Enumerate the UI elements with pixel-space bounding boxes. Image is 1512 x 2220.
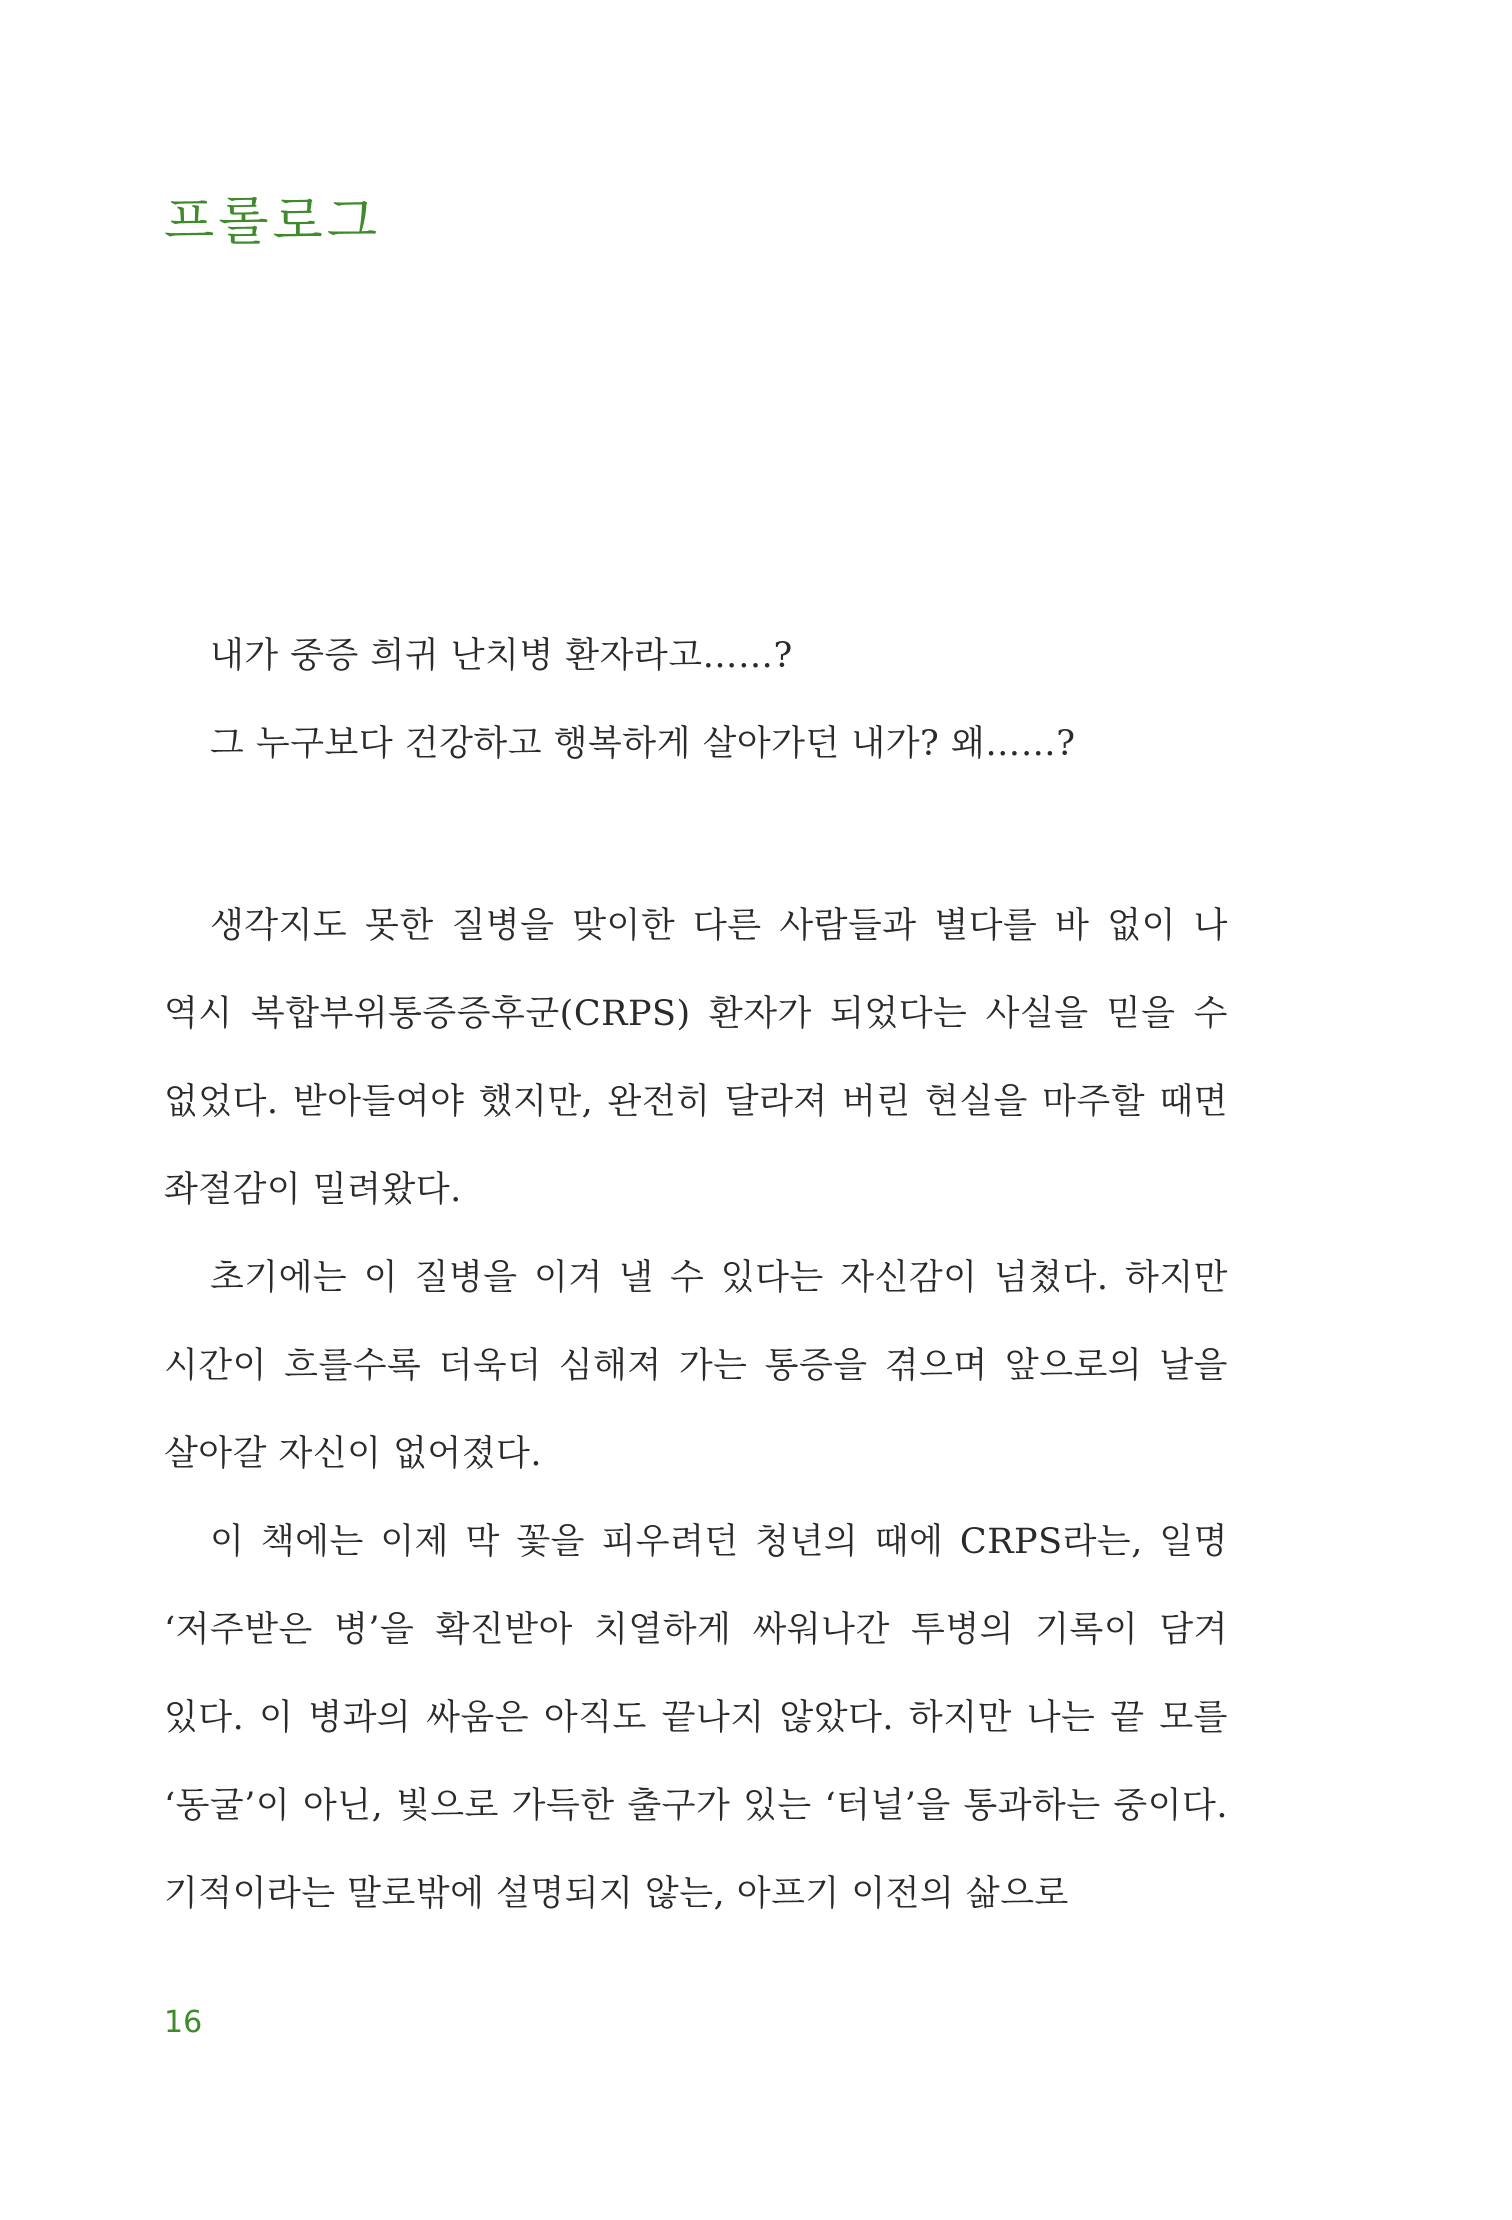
opening-line: 그 누구보다 건강하고 행복하게 살아가던 내가? 왜……? (210, 724, 1076, 764)
opening-line: 내가 중증 희귀 난치병 환자라고……? (210, 636, 793, 676)
opening-lines (164, 612, 1228, 788)
body-paragraph: 초기에는 이 질병을 이겨 낼 수 있다는 자신감이 넘쳤다. 하지만 시간이 흐를수록 더욱더 심해져 가는 통증을 겪으며 앞으로의 날을 살아갈 자신이 없어졌다. (164, 1258, 1228, 1474)
chapter-title: 프롤로그 (164, 192, 381, 252)
page-number: 16 (164, 2005, 203, 2040)
body-paragraph: 이 책에는 이제 막 꽃을 피우려던 청년의 때에 CRPS라는, 일명 ‘저주받은 병’을 확진받아 치열하게 싸워나간 투병의 기록이 담겨 있다. 이 병과의 싸움은 아직도 끝나지 않았다. 하지만 나는 끝 모를 ‘동굴’이 아닌, 빛으로 가득한 출구가 있는 ‘터널’을 통과하는 중이다. 기적이라는 말로밖에 설명되지 않는, 아프기 이전의 삶으로 (164, 1522, 1228, 1914)
body-text (164, 882, 1228, 1938)
body-paragraph: 생각지도 못한 질병을 맞이한 다른 사람들과 별다를 바 없이 나 역시 복합부위통증증후군(CRPS) 환자가 되었다는 사실을 믿을 수 없었다. 받아들여야 했지만, 완전히 달라져 버린 현실을 마주할 때면 좌절감이 밀려왔다. (164, 906, 1228, 1210)
